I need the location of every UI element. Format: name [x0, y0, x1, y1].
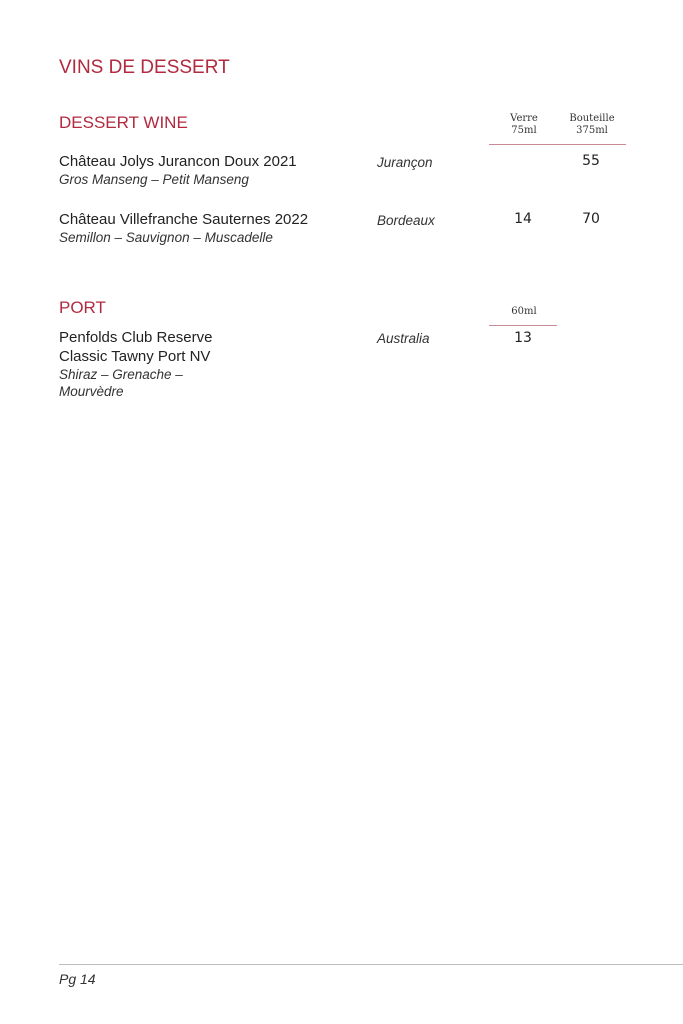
glass-price: 13	[514, 330, 532, 346]
bottle-price: 70	[582, 211, 600, 227]
glass-column-volume: 75ml	[511, 125, 537, 136]
wine-region: Australia	[377, 331, 430, 346]
wine-name-line-1: Penfolds Club Reserve	[59, 329, 213, 346]
bottle-column-volume: 375ml	[576, 125, 608, 136]
bottle-price: 55	[582, 153, 600, 169]
glass-price: 14	[514, 211, 532, 227]
wine-grapes: Semillon – Sauvignon – Muscadelle	[59, 230, 273, 245]
page-title: VINS DE DESSERT	[59, 57, 230, 78]
glass-column-label: Verre	[510, 113, 538, 124]
wine-grapes: Gros Manseng – Petit Manseng	[59, 172, 249, 187]
wine-grapes-line-1: Shiraz – Grenache –	[59, 367, 183, 382]
page-number: Pg 14	[59, 971, 96, 987]
port-column-header-divider	[489, 325, 557, 326]
bottle-column-label: Bouteille	[569, 113, 615, 124]
glass-column-header	[499, 113, 549, 137]
wine-region: Jurançon	[377, 155, 433, 170]
wine-name: Château Villefranche Sauternes 2022	[59, 211, 309, 228]
port-glass-column-header: 60ml	[511, 306, 537, 317]
bottle-column-header	[562, 113, 622, 137]
wine-name-line-2: Classic Tawny Port NV	[59, 348, 211, 365]
port-heading: PORT	[59, 298, 106, 317]
dessert-wine-heading: DESSERT WINE	[59, 113, 188, 132]
column-header-divider	[489, 144, 626, 145]
wine-grapes-line-2: Mourvèdre	[59, 384, 124, 399]
wine-name: Château Jolys Jurancon Doux 2021	[59, 153, 297, 170]
wine-region: Bordeaux	[377, 213, 435, 228]
footer-divider	[59, 964, 683, 965]
